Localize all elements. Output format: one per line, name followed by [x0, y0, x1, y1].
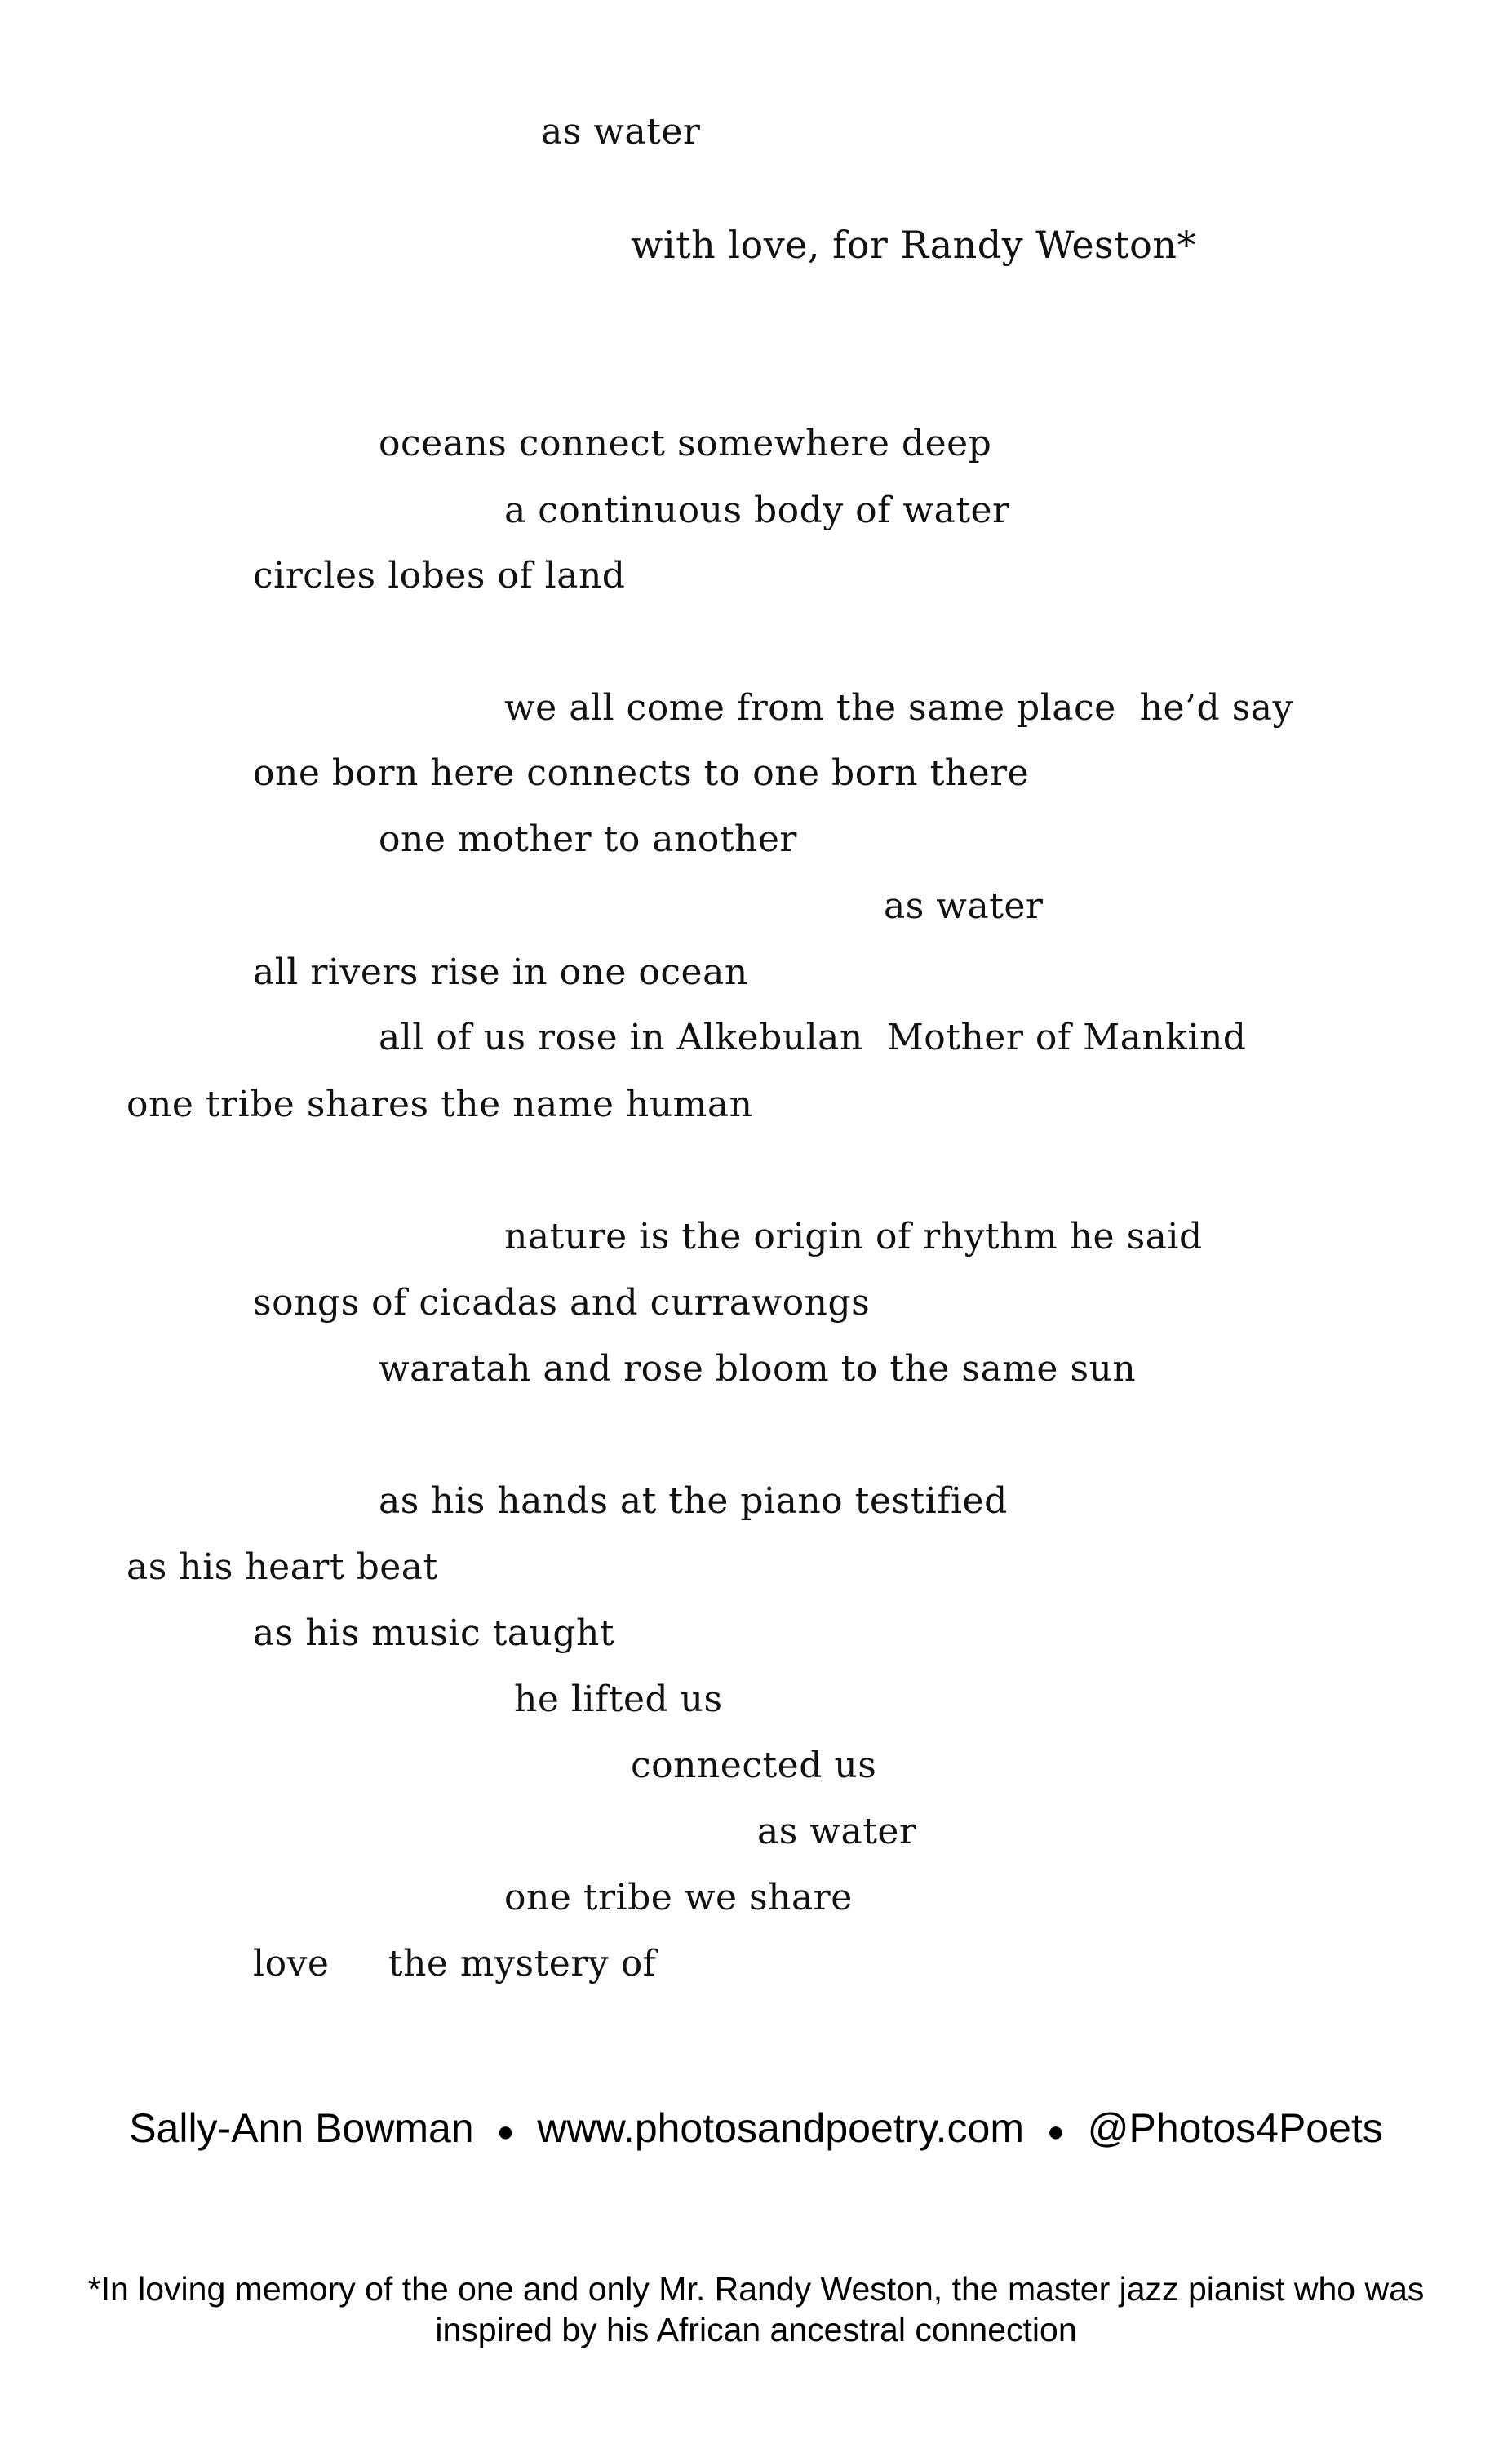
poem-line: all of us rose in Alkebulan Mother of Mankind [379, 1017, 1247, 1058]
poem-line: love the mystery of [253, 1943, 657, 1985]
footnote-line: inspired by his African ancestral connection [435, 2311, 1077, 2348]
social-handle[interactable]: @Photos4Poets [1087, 2105, 1383, 2151]
poem-line: we all come from the same place he’d say [504, 687, 1293, 729]
poem-line: nature is the origin of rhythm he said [504, 1216, 1203, 1257]
footnote-line: *In loving memory of the one and only Mr. Randy Weston, the master jazz pianist who was [87, 2270, 1425, 2308]
poem-line: one born here connects to one born there [253, 752, 1030, 794]
poem-line: he lifted us [514, 1679, 723, 1720]
poem-line: connected us [631, 1745, 877, 1786]
bullet-separator: ● [496, 2113, 515, 2148]
bullet-separator: ● [1046, 2113, 1065, 2148]
poem-line: a continuous body of water [504, 490, 1010, 531]
poem-line: as his hands at the piano testified [379, 1480, 1008, 1522]
poem-line: as his heart beat [126, 1546, 438, 1588]
footnote [0, 2268, 1512, 2350]
poem-line: as water [757, 1811, 917, 1852]
poem-line: all rivers rise in one ocean [253, 951, 748, 993]
poem-line: one mother to another [379, 818, 797, 860]
poem-line: as water [884, 885, 1044, 927]
poem-line: one tribe shares the name human [126, 1084, 753, 1125]
poem-line: one tribe we share [504, 1877, 853, 1918]
author-name: Sally-Ann Bowman [129, 2105, 474, 2151]
author-credits [0, 2104, 1512, 2156]
poem-title: as water [541, 111, 701, 153]
website-link[interactable]: www.photosandpoetry.com [537, 2105, 1024, 2151]
poem-line: waratah and rose bloom to the same sun [379, 1348, 1137, 1390]
poem-dedication: with love, for Randy Weston* [631, 223, 1196, 267]
poem-line: oceans connect somewhere deep [379, 423, 992, 464]
poem-line: circles lobes of land [253, 555, 626, 596]
poem-line: as his music taught [253, 1612, 615, 1654]
poem-line: songs of cicadas and currawongs [253, 1282, 871, 1324]
